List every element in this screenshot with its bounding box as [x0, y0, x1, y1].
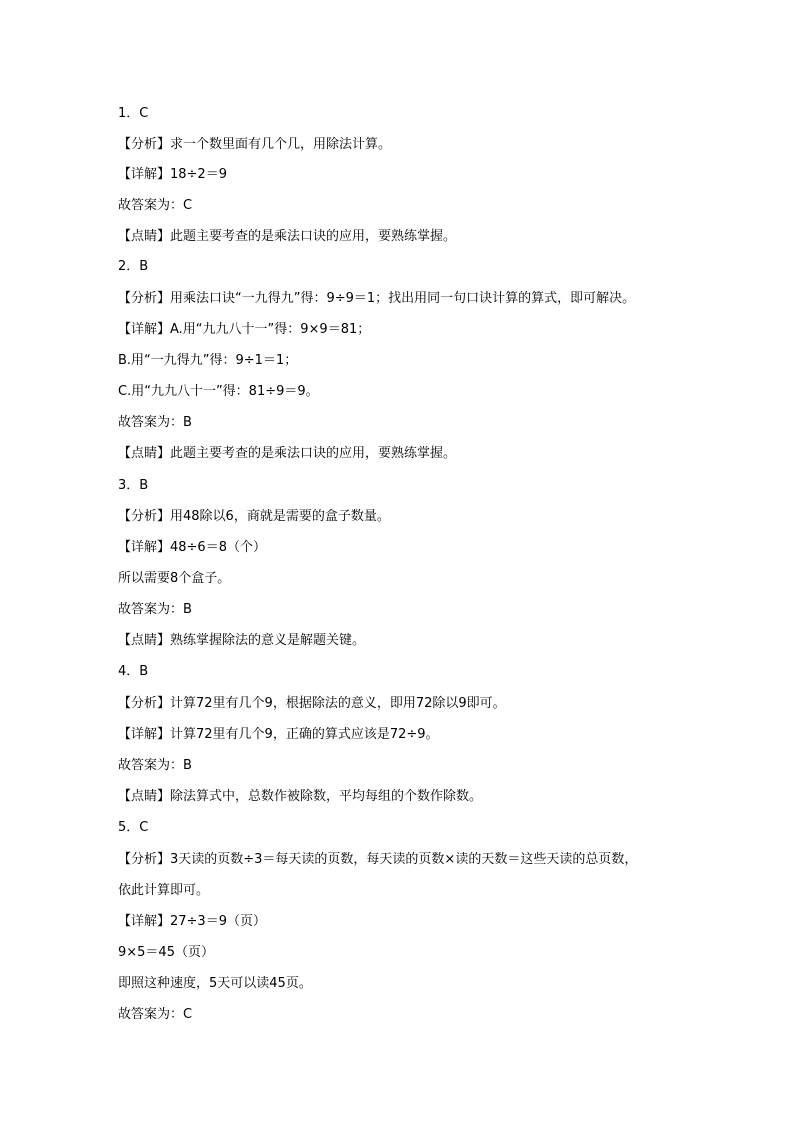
analysis-line: 依此计算即可。: [118, 883, 210, 898]
analysis-line: 【分析】用乘法口诀“一九得九”得：9÷9＝1；找出用同一句口诀计算的算式，即可解决。: [118, 291, 636, 306]
detail-line: 【详解】A.用“九九八十一”得：9×9＝81；: [118, 322, 371, 337]
answer-line: 故答案为：C: [118, 198, 193, 213]
answer-line: 故答案为：B: [118, 758, 192, 773]
detail-line: 【详解】27÷3＝9（页）: [118, 914, 266, 929]
analysis-line: 【分析】用48除以6，商就是需要的盒子数量。: [118, 509, 390, 524]
comment-line: 【点睛】此题主要考查的是乘法口诀的应用，要熟练掌握。: [118, 446, 457, 461]
answer-heading-3: 3．B: [118, 478, 149, 493]
detail-line: 【详解】18÷2＝9: [118, 167, 227, 182]
answer-heading-1: 1．C: [118, 106, 149, 121]
answer-line: 故答案为：B: [118, 415, 192, 430]
detail-line: C.用“九九八十一”得：81÷9＝9。: [118, 384, 319, 399]
analysis-line: 【分析】求一个数里面有几个几，用除法计算。: [118, 137, 392, 152]
comment-line: 【点睛】除法算式中，总数作被除数，平均每组的个数作除数。: [118, 789, 483, 804]
detail-line: 9×5＝45（页）: [118, 945, 214, 960]
comment-line: 【点睛】熟练掌握除法的意义是解题关键。: [118, 633, 366, 648]
analysis-line: 【分析】计算72里有几个9，根据除法的意义，即用72除以9即可。: [118, 696, 506, 711]
detail-line: 即照这种速度，5天可以读45页。: [118, 976, 312, 991]
detail-line: B.用“一九得九”得：9÷1＝1；: [118, 353, 298, 368]
answer-heading-2: 2．B: [118, 259, 149, 274]
detail-line: 所以需要8个盒子。: [118, 571, 231, 586]
detail-line: 【详解】48÷6＝8（个）: [118, 540, 266, 555]
answer-line: 故答案为：C: [118, 1007, 193, 1022]
answer-heading-4: 4．B: [118, 664, 149, 679]
answer-heading-5: 5．C: [118, 820, 149, 835]
detail-line: 【详解】计算72里有几个9，正确的算式应该是72÷9。: [118, 727, 439, 742]
analysis-line: 【分析】3天读的页数÷3＝每天读的页数，每天读的页数×读的天数＝这些天读的总页数，: [118, 852, 638, 867]
comment-line: 【点睛】此题主要考查的是乘法口诀的应用，要熟练掌握。: [118, 229, 457, 244]
answer-line: 故答案为：B: [118, 602, 192, 617]
